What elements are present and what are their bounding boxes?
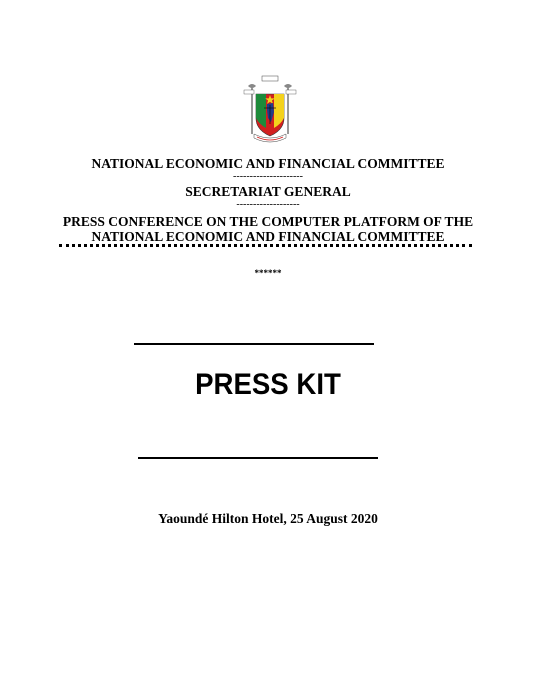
secretariat-heading: SECRETARIAT GENERAL (185, 184, 351, 199)
press-conference-title-line-2: NATIONAL ECONOMIC AND FINANCIAL COMMITTEE (91, 229, 445, 244)
separator-line: ------------------- (236, 199, 300, 210)
stars-separator: ****** (254, 268, 282, 278)
separator-line: --------------------- (233, 171, 303, 182)
title-rule-bottom (138, 457, 378, 459)
press-conference-title-line-1: PRESS CONFERENCE ON THE COMPUTER PLATFORM OF THE (62, 214, 474, 229)
title-rule-top (134, 343, 374, 345)
coat-of-arms-icon (240, 72, 300, 147)
dotted-divider (59, 244, 472, 247)
document-title: PRESS KIT (195, 368, 341, 401)
place-and-date: Yaoundé Hilton Hotel, 25 August 2020 (158, 511, 378, 526)
committee-heading: NATIONAL ECONOMIC AND FINANCIAL COMMITTEE (91, 156, 445, 171)
